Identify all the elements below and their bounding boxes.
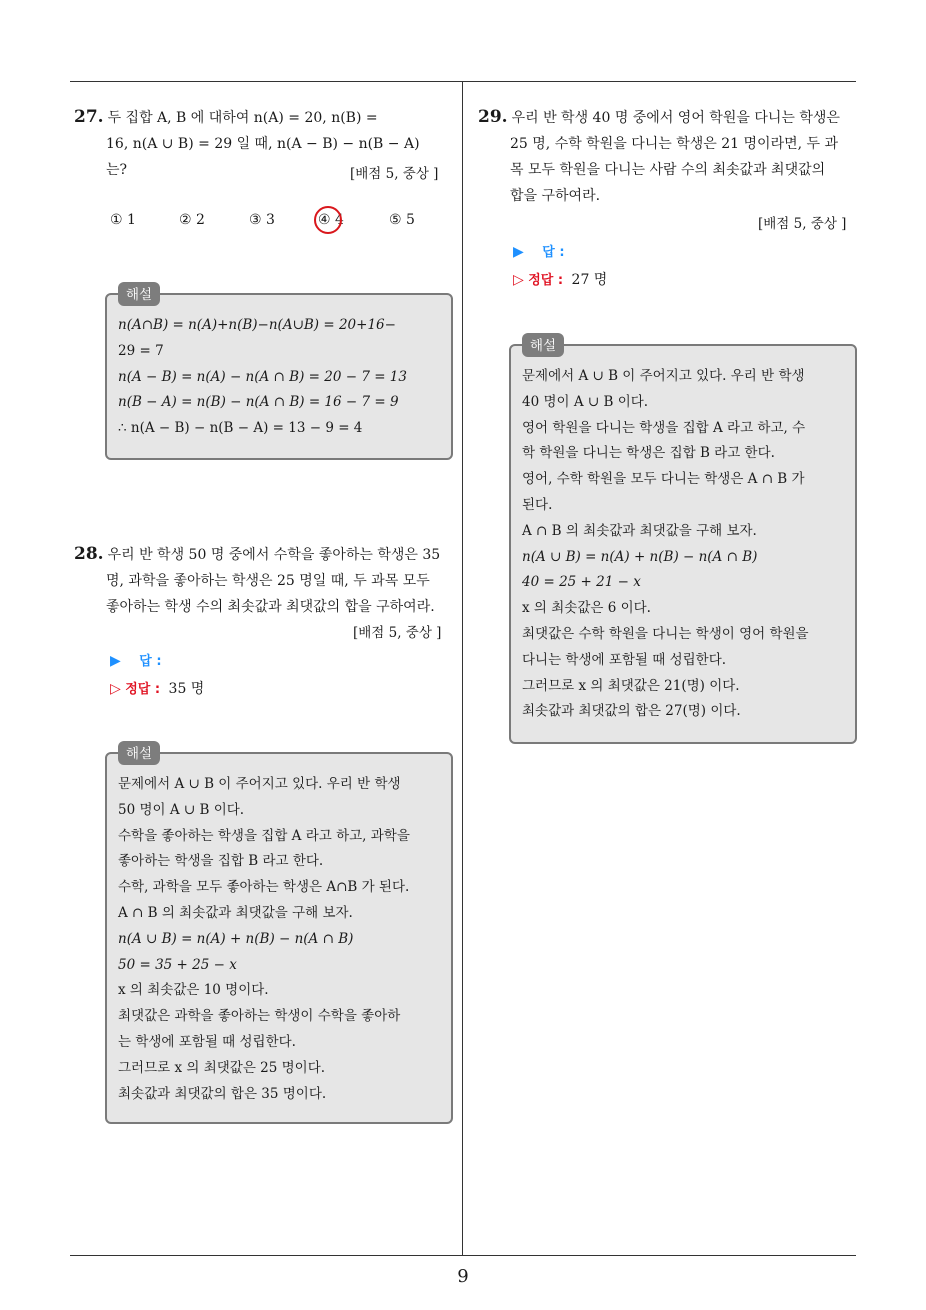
correct-label: 정답 :	[125, 682, 161, 697]
score-meta: [배점 5, 중상 ]	[350, 166, 439, 182]
question-line: 좋아하는 학생 수의 최솟값과 최댓값의 합을 구하여라.	[106, 599, 435, 615]
column-divider	[462, 82, 463, 1256]
explanation-line: 29 = 7	[118, 342, 164, 359]
explanation-line: n(A ∪ B) = n(A) + n(B) − n(A ∩ B)	[522, 548, 758, 565]
choice-2[interactable]: ② 2	[179, 212, 205, 228]
explanation-line: 문제에서 A ∪ B 이 주어지고 있다. 우리 반 학생	[118, 776, 401, 792]
explanation-line: x 의 최솟값은 6 이다.	[522, 600, 651, 617]
explanation-body	[118, 313, 407, 442]
explanation-line: 최솟값과 최댓값의 합은 35 명이다.	[118, 1085, 327, 1102]
question-line: 우리 반 학생 50 명 중에서 수학을 좋아하는 학생은 35	[107, 547, 441, 563]
explanation-box	[105, 752, 453, 1124]
choice-4[interactable]: ④ 4	[318, 212, 344, 228]
explanation-line: 50 = 35 + 25 − x	[118, 956, 237, 973]
correct-value: 27 명	[571, 272, 608, 288]
outline-play-icon: ▷	[110, 681, 121, 697]
correct-label: 정답 :	[528, 273, 564, 288]
explanation-line: 수학을 좋아하는 학생을 집합 A 라고 하고, 과학을	[118, 827, 410, 844]
explanation-line: 50 명이 A ∪ B 이다.	[118, 801, 245, 818]
play-icon: ▶	[110, 653, 121, 669]
outline-play-icon: ▷	[513, 272, 524, 288]
explanation-line: n(B − A) = n(B) − n(A ∩ B) = 16 − 7 = 9	[118, 394, 399, 411]
explanation-line: 학 학원을 다니는 학생은 집합 B 라고 한다.	[522, 445, 775, 462]
choice-1[interactable]: ① 1	[110, 212, 136, 228]
choice-5[interactable]: ⑤ 5	[389, 212, 415, 228]
explanation-line: 그러므로 x 의 최댓값은 21(명) 이다.	[522, 677, 740, 694]
question-line: 합을 구하여라.	[510, 188, 601, 204]
question-line: 16, n(A ∪ B) = 29 일 때, n(A − B) − n(B − A)	[106, 136, 420, 152]
explanation-line: 최댓값은 수학 학원을 다니는 학생이 영어 학원을	[522, 625, 809, 642]
explanation-line: 영어, 수학 학원을 모두 다니는 학생은 A ∩ B 가	[522, 471, 805, 488]
explanation-line: 된다.	[522, 496, 553, 513]
explanation-line: 문제에서 A ∪ B 이 주어지고 있다. 우리 반 학생	[522, 368, 805, 384]
selected-answer-circle	[314, 206, 342, 234]
explanation-line: n(A∩B) = n(A)+n(B)−n(A∪B) = 20+16−	[118, 317, 396, 333]
question-line: 목 모두 학원을 다니는 사람 수의 최솟값과 최댓값의	[510, 162, 826, 178]
answer-row	[513, 241, 565, 260]
explanation-line: n(A − B) = n(A) − n(A ∩ B) = 20 − 7 = 13	[118, 368, 407, 385]
question-line: 는?	[106, 162, 128, 178]
choice-3[interactable]: ③ 3	[249, 212, 275, 228]
explanation-line: 수학, 과학을 모두 좋아하는 학생은 A∩B 가 된다.	[118, 879, 410, 896]
explanation-line: A ∩ B 의 최솟값과 최댓값을 구해 보자.	[118, 904, 353, 921]
explanation-line: 그러므로 x 의 최댓값은 25 명이다.	[118, 1059, 326, 1076]
question-line: 두 집합 A, B 에 대하여 n(A) = 20, n(B) =	[107, 110, 378, 126]
explanation-body	[522, 364, 809, 725]
explanation-tag: 해설	[522, 333, 564, 357]
bottom-rule	[70, 1255, 856, 1256]
question-number: 29.	[478, 107, 508, 127]
explanation-body	[118, 772, 410, 1107]
explanation-box	[105, 293, 453, 460]
explanation-tag: 해설	[118, 741, 160, 765]
explanation-line: 40 명이 A ∪ B 이다.	[522, 393, 649, 410]
top-rule	[70, 81, 856, 82]
explanation-line: 최댓값은 과학을 좋아하는 학생이 수학을 좋아하	[118, 1008, 401, 1025]
explanation-line: 다니는 학생에 포함될 때 성립한다.	[522, 651, 727, 668]
question-line: 명, 과학을 좋아하는 학생은 25 명일 때, 두 과목 모두	[106, 573, 430, 589]
correct-answer-row	[513, 269, 607, 289]
explanation-line: x 의 최솟값은 10 명이다.	[118, 982, 269, 999]
explanation-line: 좋아하는 학생을 집합 B 라고 한다.	[118, 853, 324, 870]
explanation-line: 40 = 25 + 21 − x	[522, 574, 641, 591]
answer-label: 답 :	[139, 654, 162, 669]
explanation-line: 영어 학원을 다니는 학생을 집합 A 라고 하고, 수	[522, 419, 806, 436]
score-meta: [배점 5, 중상 ]	[758, 216, 847, 232]
answer-label: 답 :	[542, 245, 565, 260]
explanation-line: A ∩ B 의 최솟값과 최댓값을 구해 보자.	[522, 522, 757, 539]
explanation-line: ∴ n(A − B) − n(B − A) = 13 − 9 = 4	[118, 420, 363, 437]
question-28	[74, 541, 459, 620]
explanation-line: 는 학생에 포함될 때 성립한다.	[118, 1033, 296, 1050]
question-29	[478, 104, 863, 209]
explanation-tag: 해설	[118, 282, 160, 306]
explanation-box	[509, 344, 857, 744]
explanation-line: 최솟값과 최댓값의 합은 27(명) 이다.	[522, 703, 741, 720]
question-number: 27.	[74, 107, 104, 127]
answer-row	[110, 650, 162, 669]
correct-value: 35 명	[168, 681, 205, 697]
play-icon: ▶	[513, 244, 524, 260]
score-meta: [배점 5, 중상 ]	[353, 625, 442, 641]
question-line: 우리 반 학생 40 명 중에서 영어 학원을 다니는 학생은	[511, 110, 840, 126]
question-line: 25 명, 수학 학원을 다니는 학생은 21 명이라면, 두 과	[510, 136, 839, 152]
correct-answer-row	[110, 678, 204, 698]
page-number: 9	[457, 1266, 469, 1287]
question-number: 28.	[74, 544, 104, 564]
explanation-line: n(A ∪ B) = n(A) + n(B) − n(A ∩ B)	[118, 930, 354, 947]
